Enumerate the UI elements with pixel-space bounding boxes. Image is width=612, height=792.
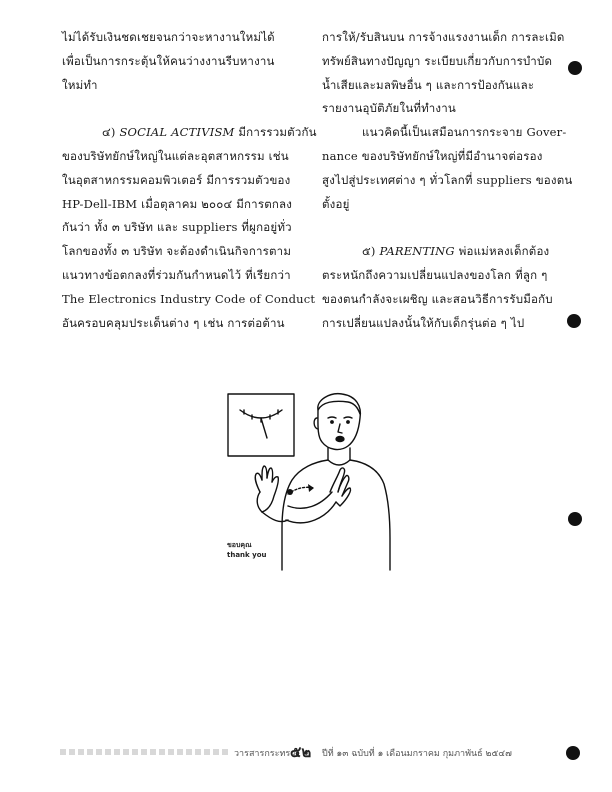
binder-hole-top <box>568 61 582 75</box>
body-line: ใหม่ทำ <box>62 77 98 92</box>
binder-hole-lower-middle <box>568 512 582 526</box>
body-line: แนวคิดนี้เป็นเสมือนการกระจาย Gover- <box>362 125 567 140</box>
page-number: ๕๒ <box>290 743 312 761</box>
caption-thai: ขอบคุณ <box>227 541 252 549</box>
section-5-heading <box>322 240 562 264</box>
motion-arrow-icon <box>308 484 314 492</box>
body-line: การเปลี่ยนแปลงนั้นให้กับเด็กรุ่นต่อ ๆ ไป <box>322 315 525 330</box>
body-line: โลกของทั้ง ๓ บริษัท จะต้องดำเนินกิจการตาม <box>62 244 292 259</box>
body-line: HP-Dell-IBM เมื่อตุลาคม ๒๐๐๔ มีการตกลง <box>62 196 293 211</box>
illustration-caption <box>227 540 266 560</box>
body-line: เพื่อเป็นการกระตุ้นให้คนว่างงานรีบหางาน <box>62 53 275 68</box>
section-title: SOCIAL ACTIVISM <box>119 125 235 140</box>
body-line: การให้/รับสินบน การจ้างแรงงานเด็ก การละเมิด <box>322 30 565 44</box>
body-line: แนวทางข้อตกลงที่ร่วมกันกำหนดไว้ ที่เรียกว่า <box>62 267 291 282</box>
section-4-heading <box>62 121 317 145</box>
body-line: ของตนกำลังจะเผชิญ และสอนวิธีการรับมือกับ <box>322 291 553 306</box>
body-line: nance ของบริษัทยักษ์ใหญ่ที่มีอำนาจต่อรอง <box>322 148 543 163</box>
body-line: กันว่า ทั้ง ๓ บริษัท และ suppliers ที่ผูกอยู่ทั่ว <box>62 220 292 235</box>
footer-issue: ปีที่ ๑๓ ฉบับที่ ๑ เดือนมกราคม กุมภาพันธ์ ๒๕๔๗ <box>322 749 512 759</box>
section-number: ๔) <box>102 125 116 140</box>
body-line: ในอุตสาหกรรมคอมพิวเตอร์ มีการรวมตัวของ <box>62 172 291 187</box>
section-heading-rest: มีการรวมตัวกัน <box>238 125 317 140</box>
body-line: The Electronics Industry Code of Conduct <box>62 291 316 306</box>
binder-hole-upper-middle <box>567 314 581 328</box>
section-title: PARENTING <box>379 244 455 259</box>
body-line: ตั้งอยู่ <box>322 196 350 211</box>
page-footer <box>60 740 572 764</box>
body-line: ของบริษัทยักษ์ใหญ่ในแต่ละอุตสาหกรรม เช่น <box>62 148 289 163</box>
caption-english: thank you <box>227 551 267 559</box>
footer-rule <box>60 749 230 755</box>
section-number: ๕) <box>362 244 376 259</box>
footer-magazine: วารสารกระทรวง <box>234 749 300 759</box>
section-heading-rest: พ่อแม่หลงเด็กต้อง <box>458 244 550 259</box>
wall-gauge-icon <box>228 394 294 456</box>
body-line: ไม่ได้รับเงินชดเชยจนกว่าจะหางานใหม่ได้ <box>62 30 275 44</box>
body-line: สูงไปสู่ประเทศต่าง ๆ ทั่วโลกที่ suppliers ของตน <box>322 172 573 187</box>
body-line: น้ำเสียและมลพิษอื่น ๆ และการป้องกันและ <box>322 77 535 92</box>
left-column <box>62 26 317 335</box>
body-line: อันครอบคลุมประเด็นต่าง ๆ เช่น การต่อต้าน <box>62 315 285 330</box>
body-line: ทรัพย์สินทางปัญญา ระเบียบเกี่ยวกับการบำบัด <box>322 53 553 68</box>
body-line: ตระหนักถึงความเปลี่ยนแปลงของโลก ที่ลูก ๆ <box>322 267 548 282</box>
right-column <box>322 26 573 335</box>
body-line: รายงานอุบัติภัยในที่ทำงาน <box>322 101 456 116</box>
